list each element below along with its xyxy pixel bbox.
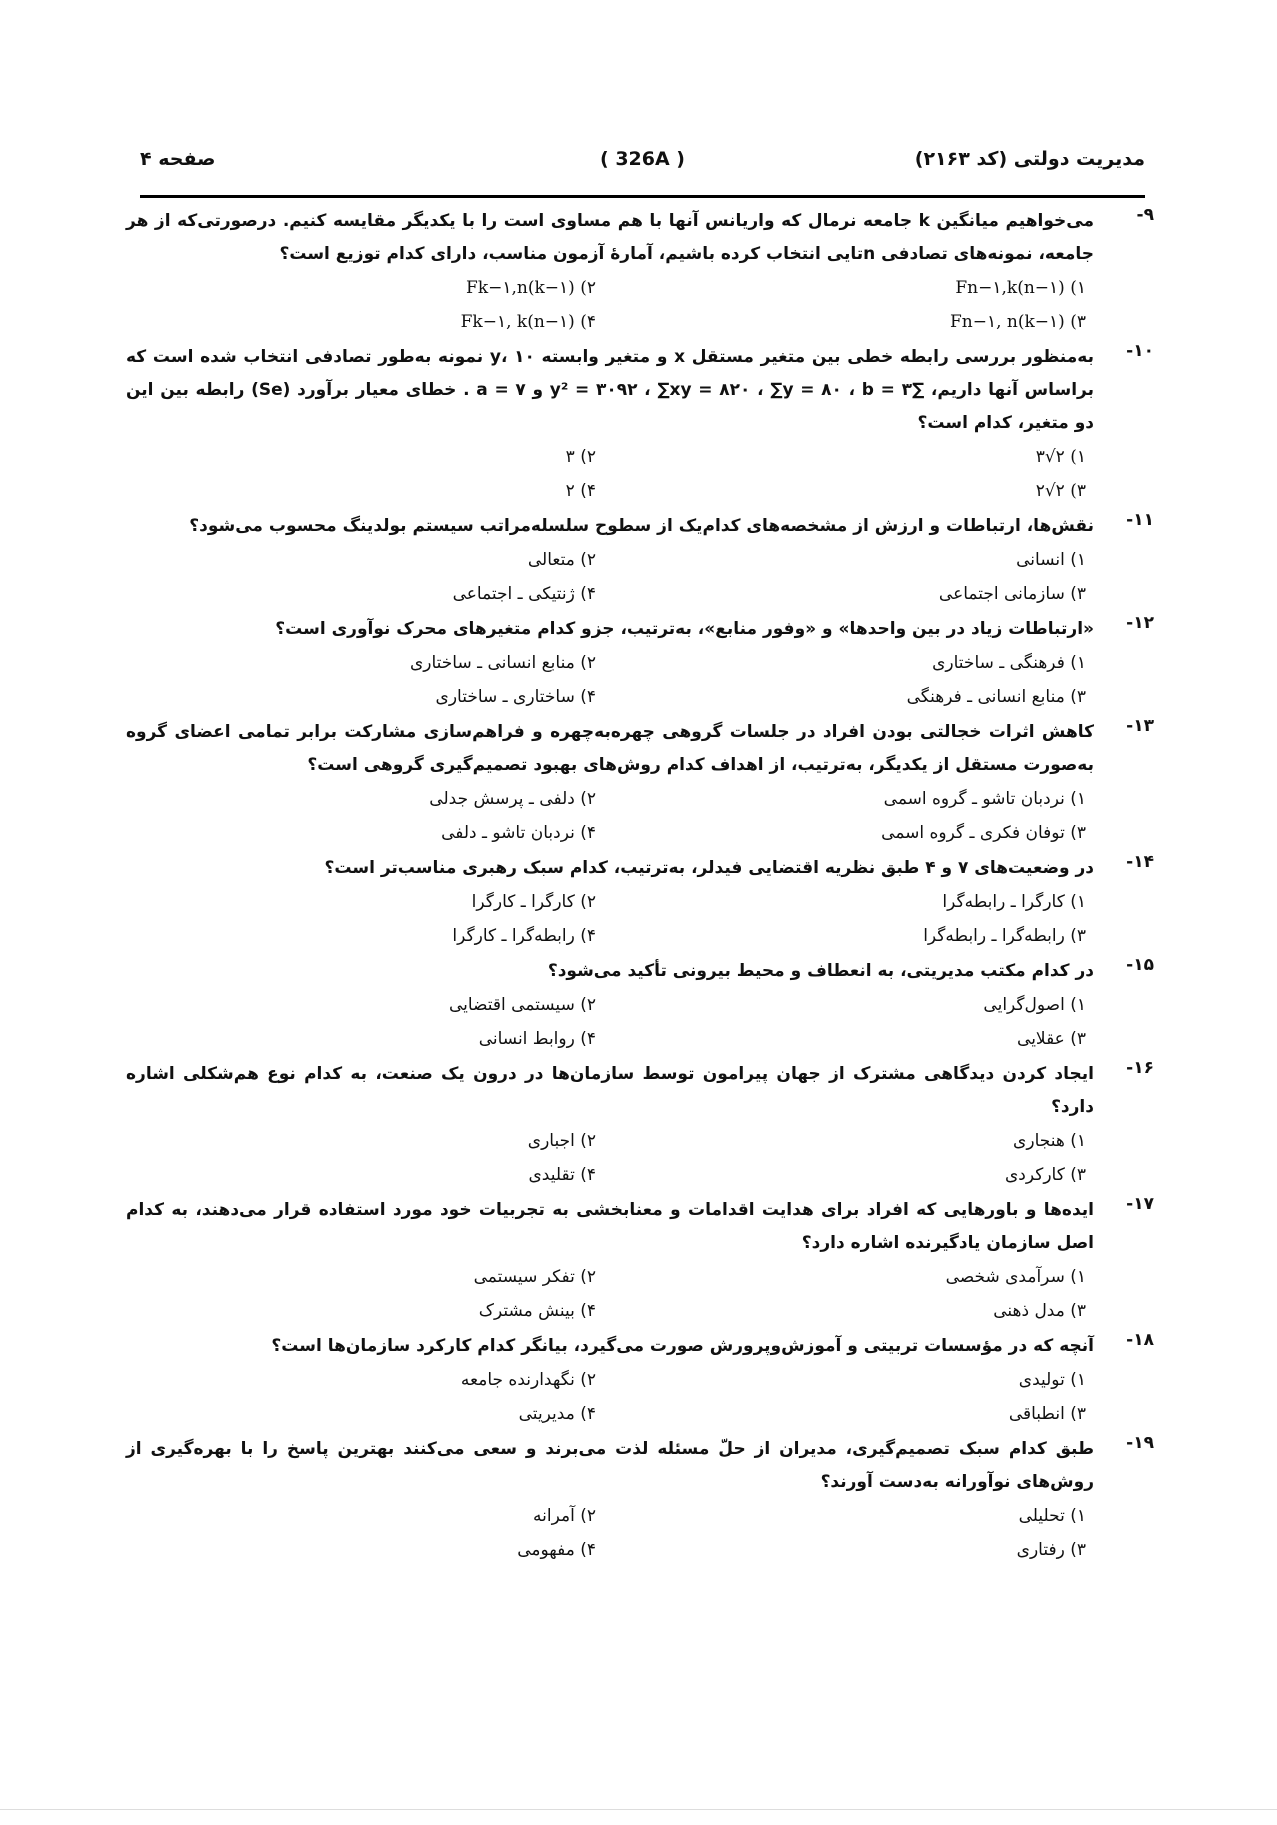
question-9: [126, 205, 1154, 339]
question-19: [126, 1433, 1154, 1567]
exam-title: مدیریت دولتی (کد ۲۱۶۳): [914, 148, 1145, 170]
question-number: ۱۳-: [1126, 716, 1154, 736]
option-1[interactable]: ۱) ۲√۳: [1035, 447, 1086, 467]
option-4[interactable]: ۴) رابطه‌گرا ـ کارگرا: [452, 926, 596, 946]
question-text: کاهش اثرات خجالتی بودن افراد در جلسات گروهی چهره‌به‌چهره و فراهم‌سازی مشارکت برابر تمامی اعضای گروه به‌صورت مستقل از یکدیگر، به‌ترتیب، از اهداف کدام روش‌های بهبود تصمیم‌گیری گروهی است؟: [126, 722, 1094, 775]
question-18: [126, 1330, 1154, 1431]
option-2[interactable]: ۲) کارگرا ـ کارگرا: [471, 892, 596, 912]
question-text: به‌منظور بررسی رابطه خطی بین متغیر مستقل x و متغیر وابسته y، ۱۰ نمونه به‌طور تصادفی انتخاب شده است که براساس آنها داریم، ∑y² = ۳۰۹۲ ، ∑xy = ۸۲۰ ، ∑y = ۸۰ ، b = ۳ و a = ۷ . خطای معیار برآورد (Se) رابطه بین این دو متغیر، کدام است؟: [126, 347, 1094, 433]
option-3[interactable]: ۳) مدل ذهنی: [993, 1301, 1086, 1321]
option-2[interactable]: ۲) آمرانه: [533, 1506, 596, 1526]
option-4[interactable]: ۴) ساختاری ـ ساختاری: [435, 687, 596, 707]
question-11: [126, 510, 1154, 611]
question-number: ۱۷-: [1126, 1194, 1154, 1214]
option-1[interactable]: ۱) تحلیلی: [1018, 1506, 1086, 1526]
question-number: ۱۴-: [1126, 852, 1154, 872]
option-4[interactable]: ۴) نردبان تاشو ـ دلفی: [441, 823, 596, 843]
option-3[interactable]: ۳) انطباقی: [1008, 1404, 1086, 1424]
option-2[interactable]: ۲) دلفی ـ پرسش جدلی: [429, 789, 596, 809]
question-number: ۱۱-: [1126, 510, 1154, 530]
question-text: می‌خواهیم میانگین k جامعه نرمال که واریانس آنها با هم مساوی است را با یکدیگر مقایسه کنیم. درصورتی‌که از هر جامعه، نمونه‌های تصادفی nتایی انتخاب کرده باشیم، آمارهٔ آزمون مناسب، دارای کدام توزیع است؟: [126, 211, 1094, 264]
option-4[interactable]: ۴) بینش مشترک: [478, 1301, 596, 1321]
question-16: [126, 1058, 1154, 1192]
option-1[interactable]: ۱) تولیدی: [1018, 1370, 1086, 1390]
options: [126, 543, 1094, 611]
option-4[interactable]: ۴) روابط انسانی: [478, 1029, 596, 1049]
question-14: [126, 852, 1154, 953]
option-2[interactable]: ۲) منابع انسانی ـ ساختاری: [409, 653, 596, 673]
question-text: طبق کدام سبک تصمیم‌گیری، مدیران از حلّ مسئله لذت می‌برند و سعی می‌کنند بهترین پاسخ را با بهره‌گیری از روش‌های نوآورانه به‌دست آورند؟: [126, 1439, 1094, 1492]
option-1[interactable]: ۱) فرهنگی ـ ساختاری: [932, 653, 1086, 673]
question-text: «ارتباطات زیاد در بین واحدها» و «وفور منابع»، به‌ترتیب، جزو کدام متغیرهای محرک نوآوری است؟: [275, 619, 1094, 639]
question-number: ۱۵-: [1126, 955, 1154, 975]
option-1[interactable]: ۱) انسانی: [1016, 550, 1086, 570]
option-4[interactable]: ۴) تقلیدی: [528, 1165, 596, 1185]
option-3[interactable]: ۳) رفتاری: [1016, 1540, 1086, 1560]
option-2[interactable]: ۲) نگهدارنده جامعه: [460, 1370, 596, 1390]
question-text: ایده‌ها و باورهایی که افراد برای هدایت اقدامات و معنابخشی به تجربیات خود مورد استفاده قرار می‌دهند، به کدام اصل سازمان یادگیرنده اشاره دارد؟: [126, 1200, 1094, 1253]
option-2[interactable]: ۲) ۳: [565, 447, 596, 467]
options: [126, 1363, 1094, 1431]
options: [126, 988, 1094, 1056]
question-text: در کدام مکتب مدیریتی، به انعطاف و محیط بیرونی تأکید می‌شود؟: [547, 961, 1094, 981]
options: [126, 885, 1094, 953]
options: [126, 646, 1094, 714]
question-number: ۱۲-: [1126, 613, 1154, 633]
options: [126, 782, 1094, 850]
exam-code: ( 326A ): [600, 148, 685, 170]
question-text: ایجاد کردن دیدگاهی مشترک از جهان پیرامون توسط سازمان‌ها در درون یک صنعت، به کدام نوع هم‌شکلی اشاره دارد؟: [126, 1064, 1094, 1117]
option-3[interactable]: ۳) منابع انسانی ـ فرهنگی: [906, 687, 1086, 707]
option-4[interactable]: ۴) ژنتیکی ـ اجتماعی: [452, 584, 596, 604]
option-3[interactable]: ۳) ۲√۲: [1035, 481, 1086, 501]
question-text: در وضعیت‌های ۷ و ۴ طبق نظریه اقتضایی فیدلر، به‌ترتیب، کدام سبک رهبری مناسب‌تر است؟: [324, 858, 1094, 878]
options: [126, 1499, 1094, 1567]
option-3[interactable]: ۳) Fn−۱, n(k−۱): [949, 312, 1086, 332]
question-13: [126, 716, 1154, 850]
question-number: ۱۸-: [1126, 1330, 1154, 1350]
question-list: [126, 205, 1154, 1569]
page-header: [140, 148, 1145, 188]
option-2[interactable]: ۲) Fk−۱,n(k−۱): [466, 278, 596, 298]
option-1[interactable]: ۱) کارگرا ـ رابطه‌گرا: [942, 892, 1086, 912]
option-1[interactable]: ۱) اصول‌گرایی: [983, 995, 1086, 1015]
question-text: آنچه که در مؤسسات تربیتی و آموزش‌وپرورش صورت می‌گیرد، بیانگر کدام کارکرد سازمان‌ها است؟: [271, 1336, 1094, 1356]
question-12: [126, 613, 1154, 714]
option-4[interactable]: ۴) مفهومی: [517, 1540, 596, 1560]
option-3[interactable]: ۳) عقلایی: [1017, 1029, 1086, 1049]
question-10: [126, 341, 1154, 508]
page-bottom-edge: [0, 1809, 1277, 1810]
option-1[interactable]: ۱) سرآمدی شخصی: [945, 1267, 1086, 1287]
option-3[interactable]: ۳) توفان فکری ـ گروه اسمی: [881, 823, 1086, 843]
options: [126, 271, 1094, 339]
option-1[interactable]: ۱) هنجاری: [1013, 1131, 1086, 1151]
option-2[interactable]: ۲) سیستمی اقتضایی: [448, 995, 596, 1015]
page-number: صفحه ۴: [140, 148, 216, 170]
options: [126, 1260, 1094, 1328]
option-2[interactable]: ۲) اجباری: [527, 1131, 596, 1151]
option-4[interactable]: ۴) Fk−۱, k(n−۱): [460, 312, 596, 332]
option-3[interactable]: ۳) کارکردی: [1004, 1165, 1086, 1185]
question-number: ۱۶-: [1126, 1058, 1154, 1078]
option-4[interactable]: ۴) ۲: [565, 481, 596, 501]
question-number: ۱۹-: [1126, 1433, 1154, 1453]
option-2[interactable]: ۲) تفکر سیستمی: [473, 1267, 596, 1287]
option-3[interactable]: ۳) رابطه‌گرا ـ رابطه‌گرا: [923, 926, 1086, 946]
question-15: [126, 955, 1154, 1056]
option-4[interactable]: ۴) مدیریتی: [518, 1404, 596, 1424]
question-text: نقش‌ها، ارتباطات و ارزش از مشخصه‌های کدام‌یک از سطوح سلسله‌مراتب سیستم بولدینگ محسوب می‌شود؟: [189, 516, 1094, 536]
options: [126, 440, 1094, 508]
option-3[interactable]: ۳) سازمانی اجتماعی: [938, 584, 1086, 604]
question-17: [126, 1194, 1154, 1328]
question-number: ۱۰-: [1126, 341, 1154, 361]
header-divider: [140, 195, 1145, 198]
option-1[interactable]: ۱) Fn−۱,k(n−۱): [955, 278, 1086, 298]
question-number: ۹-: [1136, 205, 1154, 225]
options: [126, 1124, 1094, 1192]
option-1[interactable]: ۱) نردبان تاشو ـ گروه اسمی: [883, 789, 1086, 809]
option-2[interactable]: ۲) متعالی: [527, 550, 596, 570]
